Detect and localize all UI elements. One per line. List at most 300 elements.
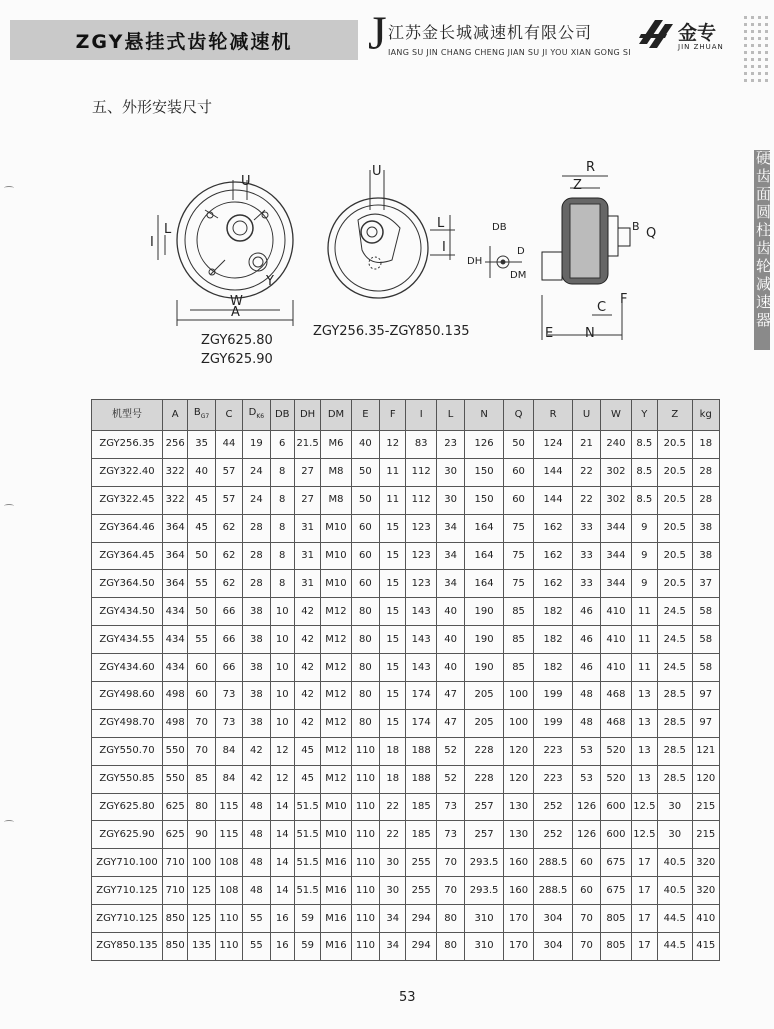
value-cell: 27 (294, 486, 320, 514)
value-cell: 97 (692, 682, 720, 710)
value-cell: 60 (351, 542, 379, 570)
value-cell: 28 (243, 514, 270, 542)
value-cell: 50 (188, 598, 215, 626)
value-cell: 17 (631, 905, 657, 933)
table-row (92, 877, 720, 905)
value-cell: 215 (692, 821, 720, 849)
value-cell: 42 (294, 654, 320, 682)
value-cell: 174 (406, 682, 436, 710)
value-cell: 46 (572, 654, 600, 682)
value-cell: 126 (572, 793, 600, 821)
figure4-side-view (542, 176, 630, 340)
value-cell: 46 (572, 626, 600, 654)
value-cell: 110 (351, 821, 379, 849)
value-cell: 38 (243, 682, 270, 710)
decorative-dot (765, 72, 768, 75)
value-cell: 73 (436, 821, 464, 849)
dim-label-l1: L (164, 222, 172, 237)
value-cell: 85 (503, 598, 533, 626)
value-cell: M6 (321, 431, 351, 459)
value-cell: 30 (436, 486, 464, 514)
value-cell: 45 (294, 737, 320, 765)
table-row (92, 849, 720, 877)
value-cell: 80 (351, 654, 379, 682)
column-header (321, 400, 351, 431)
model-cell: ZGY550.85 (92, 765, 163, 793)
decorative-dot (744, 16, 747, 19)
column-header (380, 400, 406, 431)
value-cell: M10 (321, 570, 351, 598)
value-cell: 35 (188, 431, 215, 459)
value-cell: 58 (692, 598, 720, 626)
value-cell: 805 (601, 933, 631, 961)
column-header (436, 400, 464, 431)
value-cell: 47 (436, 709, 464, 737)
value-cell: 85 (503, 654, 533, 682)
value-cell: 30 (658, 821, 692, 849)
value-cell: 108 (215, 849, 242, 877)
value-cell: 9 (631, 570, 657, 598)
table-row (92, 905, 720, 933)
table-row (92, 821, 720, 849)
value-cell: 21.5 (294, 431, 320, 459)
decorative-dot (758, 72, 761, 75)
value-cell: M12 (321, 682, 351, 710)
value-cell: 21 (572, 431, 600, 459)
value-cell: 34 (436, 570, 464, 598)
logo-text-cn: 金专 (678, 22, 717, 44)
decorative-dot (758, 16, 761, 19)
value-cell: 17 (631, 877, 657, 905)
value-cell: 31 (294, 570, 320, 598)
value-cell: 55 (188, 570, 215, 598)
value-cell: 199 (534, 709, 573, 737)
value-cell: 520 (601, 737, 631, 765)
column-header (270, 400, 294, 431)
dim-label-b: B (632, 220, 640, 233)
value-cell: 80 (351, 598, 379, 626)
decorative-dot (765, 44, 768, 47)
value-cell: 288.5 (534, 877, 573, 905)
value-cell: 228 (465, 765, 504, 793)
column-header (92, 400, 163, 431)
value-cell: 120 (503, 765, 533, 793)
column-header-label: DM (327, 409, 345, 420)
table-header-row (92, 400, 720, 431)
decorative-dot-pattern-icon (742, 14, 770, 84)
value-cell: 322 (163, 458, 188, 486)
value-cell: 252 (534, 793, 573, 821)
value-cell: 42 (294, 709, 320, 737)
value-cell: 40 (351, 431, 379, 459)
value-cell: 215 (692, 793, 720, 821)
page-number: 53 (399, 990, 416, 1005)
scan-mark (4, 820, 14, 824)
value-cell: 600 (601, 821, 631, 849)
value-cell: 100 (503, 682, 533, 710)
value-cell: 675 (601, 849, 631, 877)
decorative-dot (765, 51, 768, 54)
value-cell: 60 (572, 877, 600, 905)
value-cell: 30 (658, 793, 692, 821)
value-cell: 84 (215, 737, 242, 765)
value-cell: 710 (163, 877, 188, 905)
value-cell: 24 (243, 486, 270, 514)
value-cell: 40 (436, 598, 464, 626)
value-cell: 850 (163, 905, 188, 933)
value-cell: 62 (215, 542, 242, 570)
decorative-dot (744, 58, 747, 61)
column-header-label: Q (514, 409, 523, 420)
value-cell: 434 (163, 598, 188, 626)
value-cell: 498 (163, 682, 188, 710)
decorative-dot (758, 37, 761, 40)
value-cell: 45 (294, 765, 320, 793)
value-cell: 42 (243, 765, 270, 793)
value-cell: 11 (380, 458, 406, 486)
value-cell: 185 (406, 793, 436, 821)
value-cell: 40 (436, 626, 464, 654)
value-cell: 18 (692, 431, 720, 459)
value-cell: 48 (243, 877, 270, 905)
section-title: 五、外形安装尺寸 (92, 98, 213, 116)
value-cell: 310 (465, 905, 504, 933)
value-cell: 52 (436, 765, 464, 793)
value-cell: 66 (215, 598, 242, 626)
value-cell: 126 (572, 821, 600, 849)
page-title: ZGY悬挂式齿轮减速机 (75, 30, 293, 53)
value-cell: 17 (631, 933, 657, 961)
value-cell: 73 (436, 793, 464, 821)
value-cell: 50 (351, 458, 379, 486)
value-cell: 50 (351, 486, 379, 514)
value-cell: 28 (692, 458, 720, 486)
value-cell: 364 (163, 542, 188, 570)
value-cell: 320 (692, 849, 720, 877)
column-header (406, 400, 436, 431)
value-cell: 257 (465, 821, 504, 849)
value-cell: 255 (406, 877, 436, 905)
value-cell: 182 (534, 626, 573, 654)
value-cell: 51.5 (294, 821, 320, 849)
model-cell: ZGY434.50 (92, 598, 163, 626)
decorative-dot (744, 79, 747, 82)
scan-mark (4, 186, 14, 190)
value-cell: 310 (465, 933, 504, 961)
value-cell: 24 (243, 458, 270, 486)
value-cell: 42 (243, 737, 270, 765)
value-cell: 51.5 (294, 793, 320, 821)
dim-label-z: Z (573, 178, 582, 193)
value-cell: 10 (270, 626, 294, 654)
value-cell: 15 (380, 654, 406, 682)
value-cell: 38 (692, 542, 720, 570)
value-cell: 60 (188, 682, 215, 710)
value-cell: 115 (215, 793, 242, 821)
column-header-label: L (447, 409, 454, 420)
value-cell: 38 (692, 514, 720, 542)
value-cell: 256 (163, 431, 188, 459)
value-cell: 223 (534, 765, 573, 793)
value-cell: 97 (692, 709, 720, 737)
value-cell: 28.5 (658, 737, 692, 765)
value-cell: 625 (163, 821, 188, 849)
value-cell: 60 (503, 458, 533, 486)
decorative-dot (765, 23, 768, 26)
column-header-subscript: G7 (200, 413, 210, 420)
value-cell: 55 (243, 905, 270, 933)
value-cell: 468 (601, 682, 631, 710)
dim-label-n: N (585, 326, 595, 341)
value-cell: 255 (406, 849, 436, 877)
model-cell: ZGY625.80 (92, 793, 163, 821)
value-cell: 34 (380, 933, 406, 961)
value-cell: 80 (436, 933, 464, 961)
value-cell: 125 (188, 877, 215, 905)
value-cell: 188 (406, 737, 436, 765)
value-cell: 162 (534, 570, 573, 598)
value-cell: 59 (294, 905, 320, 933)
table-row (92, 933, 720, 961)
decorative-dot (751, 72, 754, 75)
value-cell: 11 (631, 598, 657, 626)
value-cell: M10 (321, 793, 351, 821)
value-cell: 38 (243, 709, 270, 737)
value-cell: 14 (270, 849, 294, 877)
value-cell: 130 (503, 793, 533, 821)
decorative-dot (758, 44, 761, 47)
value-cell: 123 (406, 570, 436, 598)
value-cell: 60 (572, 849, 600, 877)
value-cell: 42 (294, 598, 320, 626)
value-cell: 257 (465, 793, 504, 821)
decorative-dot (751, 79, 754, 82)
value-cell: 31 (294, 542, 320, 570)
value-cell: 110 (351, 849, 379, 877)
decorative-dot (751, 30, 754, 33)
decorative-dot (758, 23, 761, 26)
value-cell: 90 (188, 821, 215, 849)
dim-label-r: R (586, 160, 596, 175)
decorative-dot (744, 72, 747, 75)
value-cell: 12.5 (631, 793, 657, 821)
value-cell: 42 (294, 626, 320, 654)
value-cell: 38 (243, 598, 270, 626)
table-row (92, 654, 720, 682)
column-header-label: U (582, 409, 591, 420)
value-cell: 162 (534, 542, 573, 570)
value-cell: M10 (321, 821, 351, 849)
value-cell: 144 (534, 458, 573, 486)
value-cell: 85 (188, 765, 215, 793)
value-cell: M8 (321, 486, 351, 514)
value-cell: 34 (436, 542, 464, 570)
column-header-label: DB (274, 409, 290, 420)
value-cell: 30 (380, 849, 406, 877)
model-cell: ZGY550.70 (92, 737, 163, 765)
table-row (92, 737, 720, 765)
value-cell: 8.5 (631, 486, 657, 514)
column-header (351, 400, 379, 431)
value-cell: 44.5 (658, 905, 692, 933)
value-cell: M16 (321, 849, 351, 877)
value-cell: 70 (572, 905, 600, 933)
value-cell: 185 (406, 821, 436, 849)
value-cell: 125 (188, 905, 215, 933)
value-cell: 24.5 (658, 598, 692, 626)
decorative-dot (765, 37, 768, 40)
dimensions-table (91, 399, 720, 961)
value-cell: 16 (270, 905, 294, 933)
value-cell: 12 (270, 737, 294, 765)
value-cell: 164 (465, 514, 504, 542)
value-cell: 100 (503, 709, 533, 737)
value-cell: 112 (406, 486, 436, 514)
column-header (658, 400, 692, 431)
model-cell: ZGY850.135 (92, 933, 163, 961)
value-cell: 188 (406, 765, 436, 793)
column-header (692, 400, 720, 431)
value-cell: 150 (465, 486, 504, 514)
value-cell: 294 (406, 905, 436, 933)
model-cell: ZGY364.46 (92, 514, 163, 542)
decorative-dot (744, 37, 747, 40)
model-cell: ZGY364.45 (92, 542, 163, 570)
value-cell: 47 (436, 682, 464, 710)
value-cell: 40.5 (658, 849, 692, 877)
table-row (92, 458, 720, 486)
value-cell: 8 (270, 486, 294, 514)
value-cell: 80 (351, 626, 379, 654)
value-cell: 600 (601, 793, 631, 821)
value-cell: 62 (215, 570, 242, 598)
value-cell: 33 (572, 570, 600, 598)
value-cell: M12 (321, 626, 351, 654)
value-cell: 57 (215, 486, 242, 514)
value-cell: 70 (572, 933, 600, 961)
value-cell: 468 (601, 709, 631, 737)
value-cell: 410 (601, 626, 631, 654)
column-header (631, 400, 657, 431)
company-name-cn: 江苏金长城减速机有限公司 (388, 23, 593, 42)
model-cell: ZGY710.100 (92, 849, 163, 877)
column-header (215, 400, 242, 431)
figure1-caption-line1: ZGY625.80 (201, 333, 273, 348)
value-cell: 302 (601, 486, 631, 514)
value-cell: 44.5 (658, 933, 692, 961)
value-cell: 8 (270, 514, 294, 542)
value-cell: 344 (601, 570, 631, 598)
value-cell: 13 (631, 737, 657, 765)
value-cell: 294 (406, 933, 436, 961)
value-cell: 675 (601, 877, 631, 905)
brand-j-letter: J (368, 7, 387, 60)
value-cell: 33 (572, 514, 600, 542)
dim-label-i2: I (442, 240, 446, 255)
value-cell: 48 (243, 821, 270, 849)
column-header (163, 400, 188, 431)
column-header (601, 400, 631, 431)
value-cell: 293.5 (465, 877, 504, 905)
value-cell: 59 (294, 933, 320, 961)
table-row (92, 709, 720, 737)
value-cell: 38 (243, 654, 270, 682)
column-header-label: A (171, 409, 179, 420)
value-cell: 28 (243, 542, 270, 570)
value-cell: 13 (631, 709, 657, 737)
value-cell: 80 (436, 905, 464, 933)
value-cell: 15 (380, 709, 406, 737)
column-header-label: Z (671, 409, 679, 420)
column-header-subscript: K6 (256, 413, 265, 420)
value-cell: 42 (294, 682, 320, 710)
value-cell: 38 (243, 626, 270, 654)
value-cell: 364 (163, 514, 188, 542)
decorative-dot (751, 44, 754, 47)
dim-label-u2: U (372, 164, 382, 179)
decorative-dot (765, 65, 768, 68)
value-cell: 11 (631, 626, 657, 654)
value-cell: 8 (270, 458, 294, 486)
decorative-dot (744, 51, 747, 54)
value-cell: 40.5 (658, 877, 692, 905)
value-cell: 199 (534, 682, 573, 710)
side-tab-label: 硬齿面圆柱齿轮减速器 (754, 150, 772, 330)
value-cell: 170 (503, 933, 533, 961)
value-cell: 24.5 (658, 626, 692, 654)
value-cell: 410 (601, 598, 631, 626)
value-cell: 182 (534, 598, 573, 626)
decorative-dot (765, 58, 768, 61)
value-cell: 37 (692, 570, 720, 598)
decorative-dot (758, 58, 761, 61)
value-cell: 70 (188, 709, 215, 737)
model-cell: ZGY710.125 (92, 877, 163, 905)
value-cell: M16 (321, 877, 351, 905)
value-cell: 53 (572, 765, 600, 793)
value-cell: 55 (243, 933, 270, 961)
column-header-label: C (225, 409, 233, 420)
column-header (243, 400, 270, 431)
value-cell: 293.5 (465, 849, 504, 877)
value-cell: 550 (163, 737, 188, 765)
column-header-label: Y (641, 409, 648, 420)
value-cell: 73 (215, 682, 242, 710)
table-row (92, 486, 720, 514)
value-cell: 288.5 (534, 849, 573, 877)
column-header-label: kg (699, 409, 712, 420)
value-cell: M10 (321, 542, 351, 570)
dim-label-l2: L (437, 216, 445, 231)
value-cell: 10 (270, 598, 294, 626)
value-cell: 550 (163, 765, 188, 793)
value-cell: 51.5 (294, 877, 320, 905)
value-cell: 143 (406, 626, 436, 654)
figure2-front-view (328, 170, 455, 298)
decorative-dot (751, 51, 754, 54)
value-cell: 164 (465, 542, 504, 570)
value-cell: 16 (270, 933, 294, 961)
value-cell: 85 (503, 626, 533, 654)
value-cell: 190 (465, 626, 504, 654)
value-cell: 24.5 (658, 654, 692, 682)
dim-label-q: Q (646, 226, 657, 241)
value-cell: 80 (188, 793, 215, 821)
dim-label-d: D (517, 246, 525, 257)
value-cell: 110 (215, 933, 242, 961)
value-cell: 14 (270, 877, 294, 905)
value-cell: 20.5 (658, 514, 692, 542)
